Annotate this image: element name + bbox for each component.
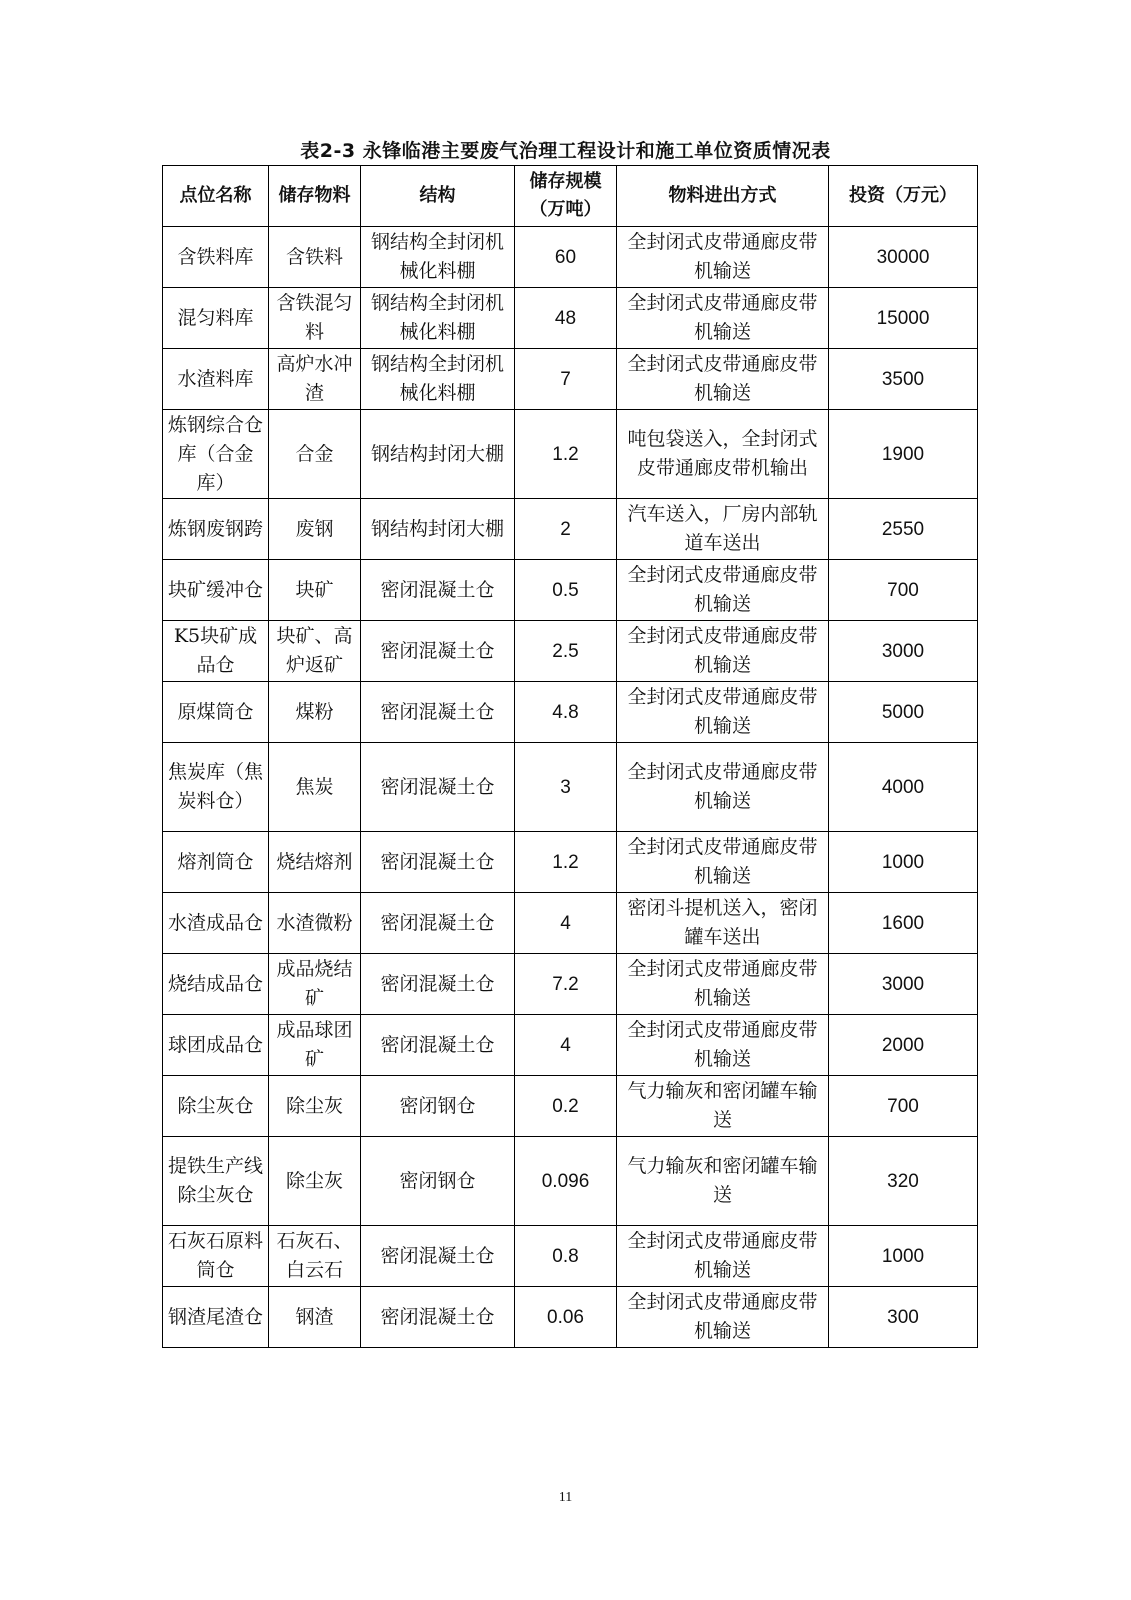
cell-structure: 密闭混凝土仓 <box>361 954 515 1015</box>
table-row <box>163 743 978 832</box>
cell-investment: 3500 <box>829 349 978 410</box>
cell-scale: 4 <box>515 893 617 954</box>
cell-material: 成品烧结矿 <box>269 954 361 1015</box>
cell-structure: 钢结构封闭大棚 <box>361 499 515 560</box>
storage-table <box>162 165 978 1348</box>
cell-investment: 1000 <box>829 1226 978 1287</box>
cell-investment: 1000 <box>829 832 978 893</box>
cell-transport: 全封闭式皮带通廊皮带机输送 <box>617 1287 829 1348</box>
cell-structure: 密闭混凝土仓 <box>361 1015 515 1076</box>
cell-transport: 全封闭式皮带通廊皮带机输送 <box>617 954 829 1015</box>
cell-structure: 密闭钢仓 <box>361 1137 515 1226</box>
header-investment: 投资（万元） <box>829 166 978 227</box>
cell-transport: 气力输灰和密闭罐车输送 <box>617 1076 829 1137</box>
cell-location: 水渣料库 <box>163 349 269 410</box>
cell-investment: 2000 <box>829 1015 978 1076</box>
cell-location: 熔剂筒仓 <box>163 832 269 893</box>
cell-structure: 密闭混凝土仓 <box>361 1226 515 1287</box>
cell-material: 成品球团矿 <box>269 1015 361 1076</box>
cell-location: 混匀料库 <box>163 288 269 349</box>
cell-location: K5块矿成品仓 <box>163 621 269 682</box>
table-row <box>163 499 978 560</box>
cell-transport: 汽车送入，厂房内部轨道车送出 <box>617 499 829 560</box>
cell-investment: 2550 <box>829 499 978 560</box>
cell-material: 含铁料 <box>269 227 361 288</box>
cell-scale: 1.2 <box>515 410 617 499</box>
header-location: 点位名称 <box>163 166 269 227</box>
cell-investment: 3000 <box>829 621 978 682</box>
header-material: 储存物料 <box>269 166 361 227</box>
cell-material: 石灰石、白云石 <box>269 1226 361 1287</box>
cell-structure: 钢结构封闭大棚 <box>361 410 515 499</box>
cell-investment: 1600 <box>829 893 978 954</box>
cell-location: 水渣成品仓 <box>163 893 269 954</box>
cell-scale: 3 <box>515 743 617 832</box>
header-transport: 物料进出方式 <box>617 166 829 227</box>
table-row <box>163 227 978 288</box>
table-row <box>163 560 978 621</box>
cell-transport: 全封闭式皮带通廊皮带机输送 <box>617 743 829 832</box>
cell-scale: 7 <box>515 349 617 410</box>
cell-scale: 2 <box>515 499 617 560</box>
table-row <box>163 621 978 682</box>
cell-material: 水渣微粉 <box>269 893 361 954</box>
cell-transport: 全封闭式皮带通廊皮带机输送 <box>617 349 829 410</box>
cell-transport: 全封闭式皮带通廊皮带机输送 <box>617 227 829 288</box>
cell-investment: 5000 <box>829 682 978 743</box>
table-row <box>163 1076 978 1137</box>
cell-transport: 吨包袋送入，全封闭式皮带通廊皮带机输出 <box>617 410 829 499</box>
cell-material: 含铁混匀料 <box>269 288 361 349</box>
cell-location: 球团成品仓 <box>163 1015 269 1076</box>
cell-scale: 48 <box>515 288 617 349</box>
cell-transport: 全封闭式皮带通廊皮带机输送 <box>617 832 829 893</box>
cell-location: 含铁料库 <box>163 227 269 288</box>
cell-structure: 密闭混凝土仓 <box>361 1287 515 1348</box>
cell-structure: 密闭混凝土仓 <box>361 682 515 743</box>
cell-location: 钢渣尾渣仓 <box>163 1287 269 1348</box>
table-row <box>163 1015 978 1076</box>
table-row <box>163 832 978 893</box>
cell-transport: 气力输灰和密闭罐车输送 <box>617 1137 829 1226</box>
cell-material: 焦炭 <box>269 743 361 832</box>
cell-structure: 密闭钢仓 <box>361 1076 515 1137</box>
cell-structure: 钢结构全封闭机械化料棚 <box>361 227 515 288</box>
cell-location: 除尘灰仓 <box>163 1076 269 1137</box>
cell-transport: 全封闭式皮带通廊皮带机输送 <box>617 288 829 349</box>
cell-location: 提铁生产线除尘灰仓 <box>163 1137 269 1226</box>
cell-scale: 0.5 <box>515 560 617 621</box>
cell-scale: 2.5 <box>515 621 617 682</box>
cell-structure: 钢结构全封闭机械化料棚 <box>361 288 515 349</box>
table-row <box>163 954 978 1015</box>
cell-structure: 密闭混凝土仓 <box>361 621 515 682</box>
header-scale: 储存规模（万吨） <box>515 166 617 227</box>
cell-investment: 300 <box>829 1287 978 1348</box>
cell-scale: 0.8 <box>515 1226 617 1287</box>
cell-structure: 密闭混凝土仓 <box>361 560 515 621</box>
cell-scale: 0.2 <box>515 1076 617 1137</box>
cell-location: 焦炭库（焦炭料仓） <box>163 743 269 832</box>
table-row <box>163 349 978 410</box>
cell-material: 除尘灰 <box>269 1137 361 1226</box>
cell-scale: 7.2 <box>515 954 617 1015</box>
cell-location: 炼钢废钢跨 <box>163 499 269 560</box>
cell-material: 合金 <box>269 410 361 499</box>
cell-material: 烧结熔剂 <box>269 832 361 893</box>
table-row <box>163 893 978 954</box>
cell-material: 块矿 <box>269 560 361 621</box>
table-row <box>163 410 978 499</box>
cell-scale: 0.096 <box>515 1137 617 1226</box>
cell-material: 煤粉 <box>269 682 361 743</box>
table-row <box>163 1287 978 1348</box>
cell-scale: 4.8 <box>515 682 617 743</box>
cell-scale: 60 <box>515 227 617 288</box>
cell-location: 烧结成品仓 <box>163 954 269 1015</box>
cell-investment: 15000 <box>829 288 978 349</box>
cell-location: 炼钢综合仓库（合金库） <box>163 410 269 499</box>
cell-scale: 4 <box>515 1015 617 1076</box>
table-row <box>163 682 978 743</box>
cell-location: 石灰石原料筒仓 <box>163 1226 269 1287</box>
cell-structure: 密闭混凝土仓 <box>361 832 515 893</box>
table-header-row <box>163 166 978 227</box>
cell-material: 除尘灰 <box>269 1076 361 1137</box>
cell-location: 原煤筒仓 <box>163 682 269 743</box>
cell-structure: 钢结构全封闭机械化料棚 <box>361 349 515 410</box>
cell-scale: 1.2 <box>515 832 617 893</box>
table-row <box>163 1137 978 1226</box>
cell-material: 废钢 <box>269 499 361 560</box>
cell-transport: 全封闭式皮带通廊皮带机输送 <box>617 560 829 621</box>
cell-transport: 密闭斗提机送入，密闭罐车送出 <box>617 893 829 954</box>
table-row <box>163 288 978 349</box>
cell-transport: 全封闭式皮带通廊皮带机输送 <box>617 682 829 743</box>
cell-investment: 30000 <box>829 227 978 288</box>
cell-transport: 全封闭式皮带通廊皮带机输送 <box>617 1015 829 1076</box>
cell-investment: 4000 <box>829 743 978 832</box>
header-structure: 结构 <box>361 166 515 227</box>
cell-transport: 全封闭式皮带通廊皮带机输送 <box>617 1226 829 1287</box>
cell-structure: 密闭混凝土仓 <box>361 893 515 954</box>
cell-structure: 密闭混凝土仓 <box>361 743 515 832</box>
cell-investment: 700 <box>829 560 978 621</box>
cell-transport: 全封闭式皮带通廊皮带机输送 <box>617 621 829 682</box>
cell-investment: 3000 <box>829 954 978 1015</box>
cell-location: 块矿缓冲仓 <box>163 560 269 621</box>
cell-material: 高炉水冲渣 <box>269 349 361 410</box>
cell-investment: 700 <box>829 1076 978 1137</box>
page-number: 11 <box>558 1490 573 1505</box>
cell-investment: 1900 <box>829 410 978 499</box>
cell-material: 钢渣 <box>269 1287 361 1348</box>
cell-scale: 0.06 <box>515 1287 617 1348</box>
page-title: 表2-3 永锋临港主要废气治理工程设计和施工单位资质情况表 <box>300 140 831 162</box>
cell-material: 块矿、高炉返矿 <box>269 621 361 682</box>
table-row <box>163 1226 978 1287</box>
cell-investment: 320 <box>829 1137 978 1226</box>
